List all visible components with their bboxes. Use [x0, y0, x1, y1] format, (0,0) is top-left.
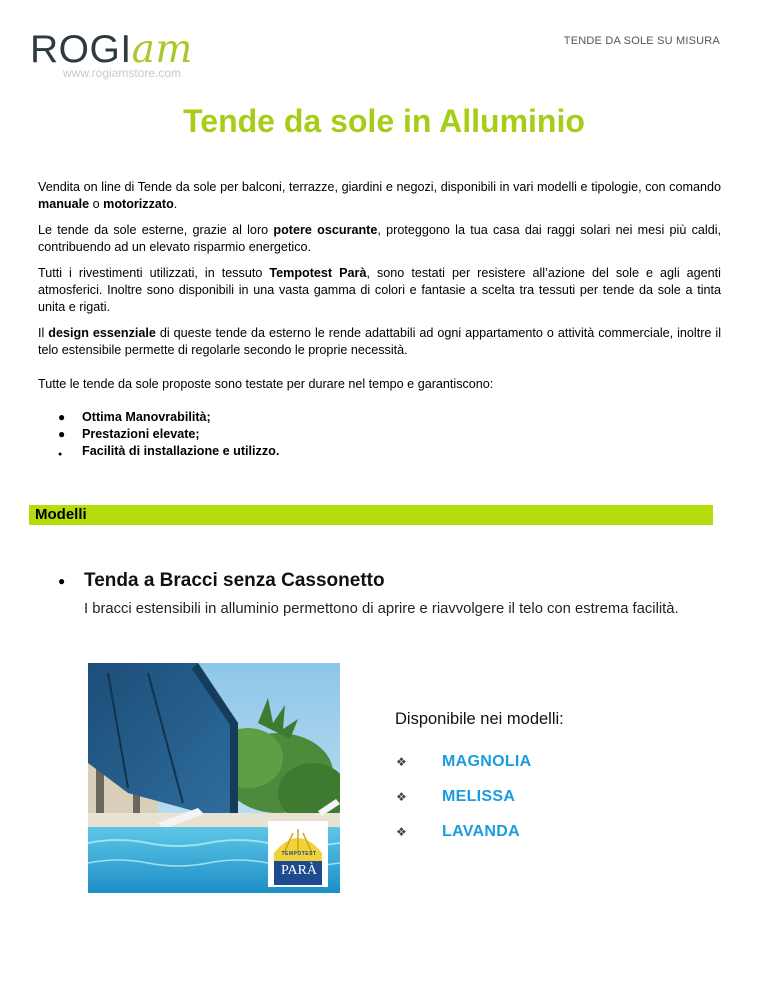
text-run: Tutti i rivestimenti utilizzati, in tessuto — [38, 266, 270, 280]
page-title: Tende da sole in Alluminio — [183, 103, 585, 139]
logo-url[interactable]: www.rogiamstore.com — [63, 66, 182, 80]
model-description: I bracci estensibili in alluminio permettono di aprire e riavvolgere il telo con estrema facilità. — [84, 601, 679, 617]
model-name: Tenda a Bracci senza Cassonetto — [84, 570, 385, 591]
product-photo — [88, 663, 340, 893]
feature-text: Ottima Manovrabilità; — [82, 410, 211, 424]
feature-item — [58, 426, 279, 443]
bold-run: motorizzato — [103, 197, 174, 211]
bullet-icon: ● — [58, 410, 66, 424]
logo-text-green: am — [131, 27, 193, 72]
diamond-bullet-icon: ❖ — [396, 754, 407, 769]
bold-run: design essenziale — [48, 326, 156, 340]
benefit-paragraph — [38, 222, 721, 256]
guarantee-paragraph: Tutte le tende da sole proposte sono testate per durare nel tempo e garantiscono: — [38, 377, 494, 391]
badge-top-text: TEMPOTEST — [281, 851, 317, 857]
text-run: Il — [38, 326, 49, 340]
feature-item — [58, 409, 279, 426]
text-run: o — [89, 197, 104, 211]
feature-list — [58, 409, 279, 460]
design-paragraph — [38, 325, 721, 359]
text-run: di queste tende da esterno le rende adattabili ad ogni appartamento o attività commerciale, inoltre il telo estensibile permette di regolarle secondo le proprie necessità. — [38, 326, 721, 357]
text-run: , proteggono la tua casa dai raggi solari nei mesi più caldi, contribuendo ad un elevato risparmio energetico. — [38, 223, 721, 254]
text-run: . — [173, 197, 178, 211]
text-run: Le tende da sole esterne, grazie al loro — [38, 223, 274, 237]
diamond-bullet-icon: ❖ — [396, 789, 407, 804]
variant-item[interactable] — [396, 814, 532, 849]
section-header-bar — [29, 505, 713, 525]
bullet-icon: ● — [58, 427, 66, 441]
variant-label: MELISSA — [442, 787, 516, 805]
variant-label: MAGNOLIA — [442, 752, 532, 770]
text-run: Vendita on line di Tende da sole per balconi, terrazze, giardini e negozi, disponibili in vari modelli e tipologie, con comando — [38, 180, 721, 194]
fabric-paragraph — [38, 265, 721, 316]
intro-paragraph — [38, 179, 721, 213]
variant-item[interactable] — [396, 779, 532, 814]
bold-run: manuale — [38, 197, 90, 211]
bullet-icon: ● — [58, 574, 66, 588]
section-title: Modelli — [35, 506, 87, 523]
feature-text: Prestazioni elevate; — [82, 427, 200, 441]
badge-bottom-text: PARÀ — [280, 863, 318, 878]
feature-item — [58, 443, 279, 460]
feature-text: Facilità di installazione e utilizzo. — [82, 444, 280, 458]
text-run: , sono testati per resistere all’azione del sole e agli agenti atmosferici. Inoltre sono disponibili in una vasta gamma di colori e fantasie a scelta tra tessuti per tende da sole a tinta unita e rigati. — [38, 266, 721, 314]
logo-text-dark: ROGI — [30, 28, 132, 71]
variant-item[interactable] — [396, 744, 532, 779]
diamond-bullet-icon: ❖ — [396, 824, 407, 839]
model-heading — [58, 570, 385, 592]
bold-run: potere oscurante — [273, 223, 378, 237]
bullet-icon: ● — [58, 451, 63, 458]
available-models-title: Disponibile nei modelli: — [395, 710, 564, 728]
variant-label: LAVANDA — [442, 822, 520, 840]
header-tagline: TENDE DA SOLE SU MISURA — [563, 35, 720, 47]
bold-run: Tempotest Parà — [269, 266, 367, 280]
variant-list — [396, 744, 532, 849]
